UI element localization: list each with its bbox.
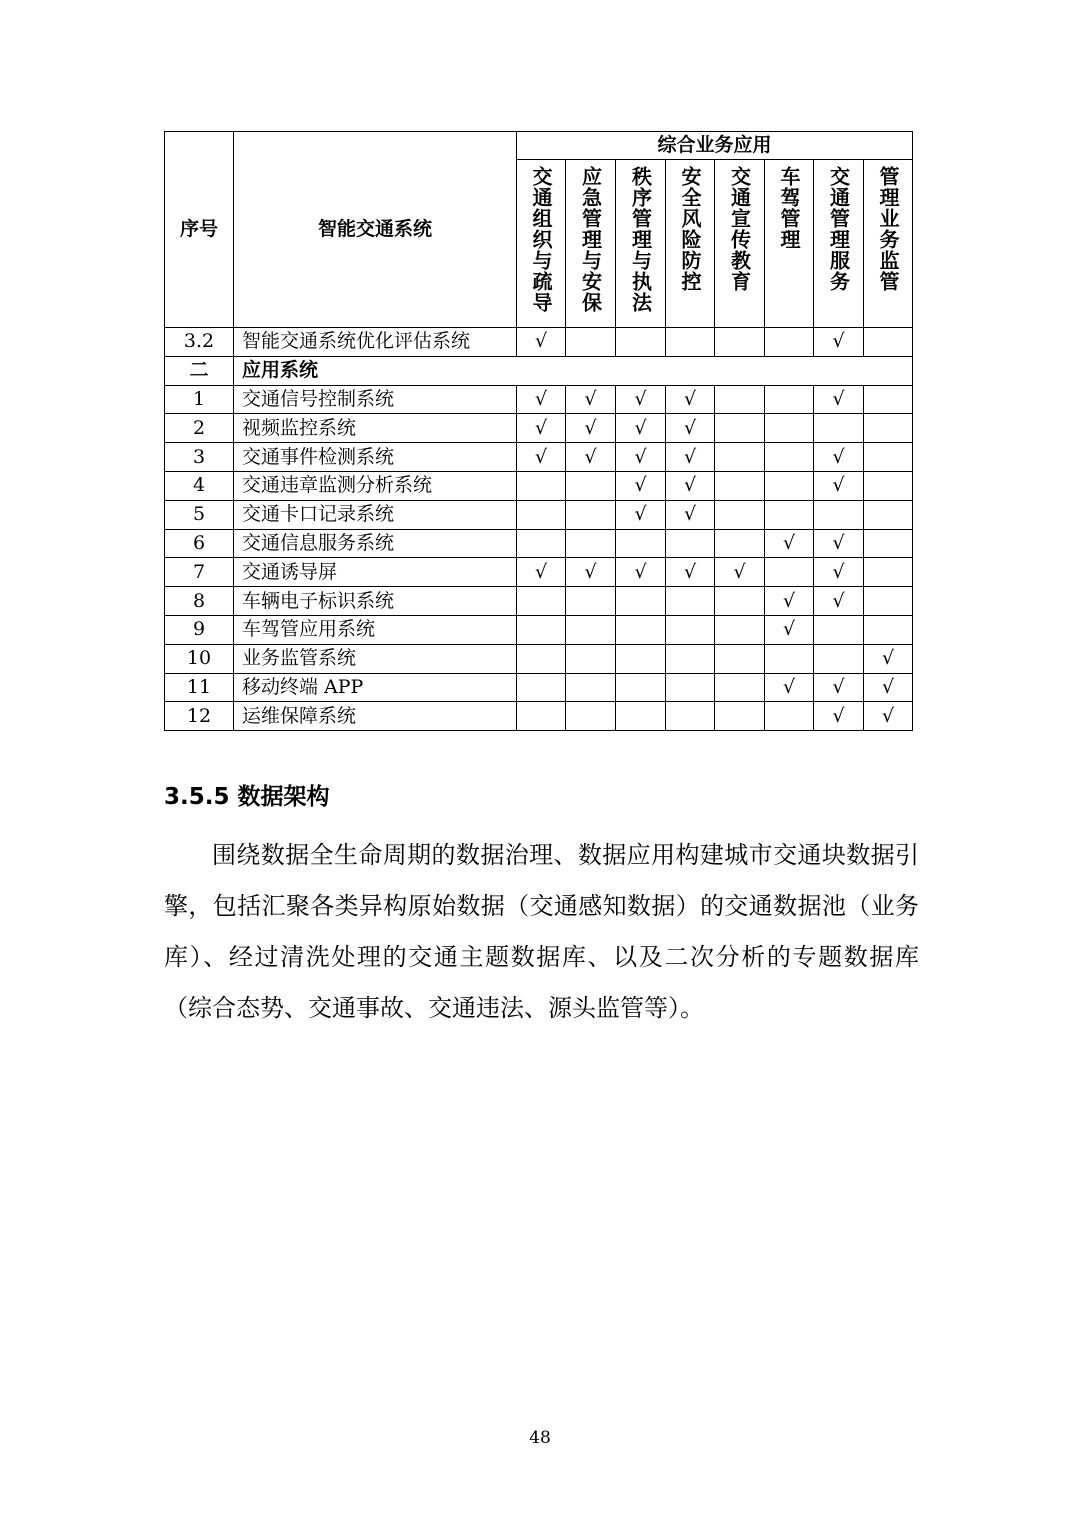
check-cell <box>765 471 814 500</box>
check-cell <box>765 558 814 587</box>
check-cell: √ <box>666 558 715 587</box>
check-cell <box>517 471 566 500</box>
check-cell <box>765 443 814 472</box>
check-cell: √ <box>814 529 864 558</box>
row-index: 二 <box>165 356 234 385</box>
check-cell <box>517 702 566 731</box>
check-cell <box>715 328 765 357</box>
check-cell <box>666 615 715 644</box>
check-cell <box>616 328 666 357</box>
check-cell: √ <box>666 500 715 529</box>
check-cell: √ <box>666 471 715 500</box>
check-cell <box>864 500 913 529</box>
check-cell: √ <box>616 385 666 414</box>
row-index: 4 <box>165 471 234 500</box>
check-cell <box>517 587 566 616</box>
header-category-label: 交通宣传教育 <box>727 166 752 292</box>
header-category <box>864 160 913 328</box>
check-cell: √ <box>814 443 864 472</box>
check-cell <box>666 644 715 673</box>
check-cell <box>715 385 765 414</box>
check-cell <box>666 587 715 616</box>
check-cell: √ <box>566 414 616 443</box>
check-cell <box>814 414 864 443</box>
check-cell: √ <box>765 529 814 558</box>
check-cell <box>864 385 913 414</box>
check-cell: √ <box>517 443 566 472</box>
check-cell <box>765 702 814 731</box>
check-cell <box>765 328 814 357</box>
check-cell <box>814 644 864 673</box>
table-row <box>165 385 913 414</box>
header-system: 智能交通系统 <box>234 132 517 328</box>
check-cell: √ <box>814 328 864 357</box>
row-system-name: 交通事件检测系统 <box>234 443 517 472</box>
check-cell: √ <box>765 673 814 702</box>
check-cell <box>814 615 864 644</box>
table-row <box>165 500 913 529</box>
row-index: 9 <box>165 615 234 644</box>
check-cell <box>715 702 765 731</box>
body-paragraph: 围绕数据全生命周期的数据治理、数据应用构建城市交通块数据引擎，包括汇聚各类异构原始数据（交通感知数据）的交通数据池（业务库）、经过清洗处理的交通主题数据库、以及二次分析的专题数据库（综合态势、交通事故、交通违法、源头监管等）。 <box>164 841 919 1022</box>
check-cell <box>666 529 715 558</box>
header-category-label: 车驾管理 <box>777 166 801 250</box>
check-cell <box>616 673 666 702</box>
check-cell <box>616 702 666 731</box>
table-row <box>165 443 913 472</box>
system-application-matrix <box>164 131 913 731</box>
header-category-label: 应急管理与安保 <box>578 166 603 313</box>
check-cell <box>566 673 616 702</box>
check-cell <box>616 615 666 644</box>
header-category-label: 秩序管理与执法 <box>628 166 653 313</box>
header-category-label: 交通管理服务 <box>826 166 851 292</box>
check-cell: √ <box>616 471 666 500</box>
check-cell <box>566 328 616 357</box>
check-cell <box>666 702 715 731</box>
header-category <box>715 160 765 328</box>
table-row <box>165 471 913 500</box>
check-cell: √ <box>765 587 814 616</box>
check-cell: √ <box>864 673 913 702</box>
row-index: 8 <box>165 587 234 616</box>
check-cell: √ <box>715 558 765 587</box>
header-category-label: 交通组织与疏导 <box>529 166 553 313</box>
check-cell <box>517 673 566 702</box>
check-cell <box>715 500 765 529</box>
check-cell <box>864 558 913 587</box>
check-cell: √ <box>616 500 666 529</box>
header-category-label: 安全风险防控 <box>678 166 702 292</box>
header-category <box>666 160 715 328</box>
check-cell: √ <box>814 558 864 587</box>
row-system-name: 交通违章监测分析系统 <box>234 471 517 500</box>
check-cell <box>814 500 864 529</box>
check-cell <box>616 644 666 673</box>
row-index: 12 <box>165 702 234 731</box>
row-index: 3 <box>165 443 234 472</box>
check-cell: √ <box>517 385 566 414</box>
row-system-name: 智能交通系统优化评估系统 <box>234 328 517 357</box>
check-cell <box>566 500 616 529</box>
row-index: 3.2 <box>165 328 234 357</box>
row-index: 11 <box>165 673 234 702</box>
check-cell <box>616 529 666 558</box>
check-cell <box>715 673 765 702</box>
check-cell <box>864 587 913 616</box>
check-cell <box>864 529 913 558</box>
check-cell: √ <box>765 615 814 644</box>
check-cell <box>566 615 616 644</box>
table-row <box>165 615 913 644</box>
check-cell <box>864 615 913 644</box>
check-cell <box>765 644 814 673</box>
row-system-name: 应用系统 <box>234 356 913 385</box>
check-cell <box>765 500 814 529</box>
check-cell: √ <box>666 414 715 443</box>
table-row <box>165 529 913 558</box>
check-cell: √ <box>814 702 864 731</box>
table-row <box>165 644 913 673</box>
check-cell <box>566 529 616 558</box>
row-system-name: 交通信号控制系统 <box>234 385 517 414</box>
row-system-name: 移动终端 APP <box>234 673 517 702</box>
check-cell: √ <box>616 443 666 472</box>
header-category <box>517 160 566 328</box>
check-cell <box>666 328 715 357</box>
header-category <box>814 160 864 328</box>
row-system-name: 运维保障系统 <box>234 702 517 731</box>
table-row <box>165 414 913 443</box>
check-cell <box>666 673 715 702</box>
page-number: 48 <box>529 1428 551 1448</box>
section-heading: 3.5.5 数据架构 <box>164 784 330 810</box>
check-cell: √ <box>814 471 864 500</box>
check-cell: √ <box>864 644 913 673</box>
header-category <box>765 160 814 328</box>
row-system-name: 车辆电子标识系统 <box>234 587 517 616</box>
row-index: 2 <box>165 414 234 443</box>
check-cell <box>616 587 666 616</box>
check-cell <box>517 615 566 644</box>
header-category <box>616 160 666 328</box>
row-system-name: 交通信息服务系统 <box>234 529 517 558</box>
row-index: 1 <box>165 385 234 414</box>
row-index: 6 <box>165 529 234 558</box>
section-row <box>165 356 913 385</box>
row-system-name: 视频监控系统 <box>234 414 517 443</box>
check-cell: √ <box>566 385 616 414</box>
table-row <box>165 328 913 357</box>
check-cell <box>566 644 616 673</box>
row-system-name: 交通诱导屏 <box>234 558 517 587</box>
check-cell: √ <box>864 702 913 731</box>
check-cell <box>715 615 765 644</box>
check-cell <box>517 644 566 673</box>
check-cell: √ <box>814 385 864 414</box>
check-cell: √ <box>517 558 566 587</box>
check-cell: √ <box>566 443 616 472</box>
check-cell <box>517 529 566 558</box>
check-cell <box>765 385 814 414</box>
check-cell: √ <box>666 443 715 472</box>
check-cell <box>715 529 765 558</box>
check-cell <box>864 414 913 443</box>
table-row <box>165 673 913 702</box>
check-cell <box>765 414 814 443</box>
check-cell: √ <box>566 558 616 587</box>
check-cell <box>715 644 765 673</box>
row-index: 10 <box>165 644 234 673</box>
header-index: 序号 <box>165 132 234 328</box>
check-cell <box>864 471 913 500</box>
check-cell <box>517 500 566 529</box>
row-index: 5 <box>165 500 234 529</box>
check-cell: √ <box>616 558 666 587</box>
header-category <box>566 160 616 328</box>
check-cell <box>715 443 765 472</box>
check-cell <box>864 328 913 357</box>
row-index: 7 <box>165 558 234 587</box>
check-cell: √ <box>616 414 666 443</box>
table-row <box>165 558 913 587</box>
header-group: 综合业务应用 <box>517 132 913 160</box>
check-cell: √ <box>517 414 566 443</box>
check-cell: √ <box>666 385 715 414</box>
check-cell <box>864 443 913 472</box>
row-system-name: 业务监管系统 <box>234 644 517 673</box>
check-cell: √ <box>517 328 566 357</box>
row-system-name: 交通卡口记录系统 <box>234 500 517 529</box>
check-cell <box>715 414 765 443</box>
table-row <box>165 587 913 616</box>
check-cell: √ <box>814 587 864 616</box>
header-category-label: 管理业务监管 <box>876 166 900 292</box>
row-system-name: 车驾管应用系统 <box>234 615 517 644</box>
check-cell <box>715 587 765 616</box>
check-cell <box>566 471 616 500</box>
check-cell: √ <box>814 673 864 702</box>
check-cell <box>715 471 765 500</box>
check-cell <box>566 702 616 731</box>
check-cell <box>566 587 616 616</box>
table-row <box>165 702 913 731</box>
